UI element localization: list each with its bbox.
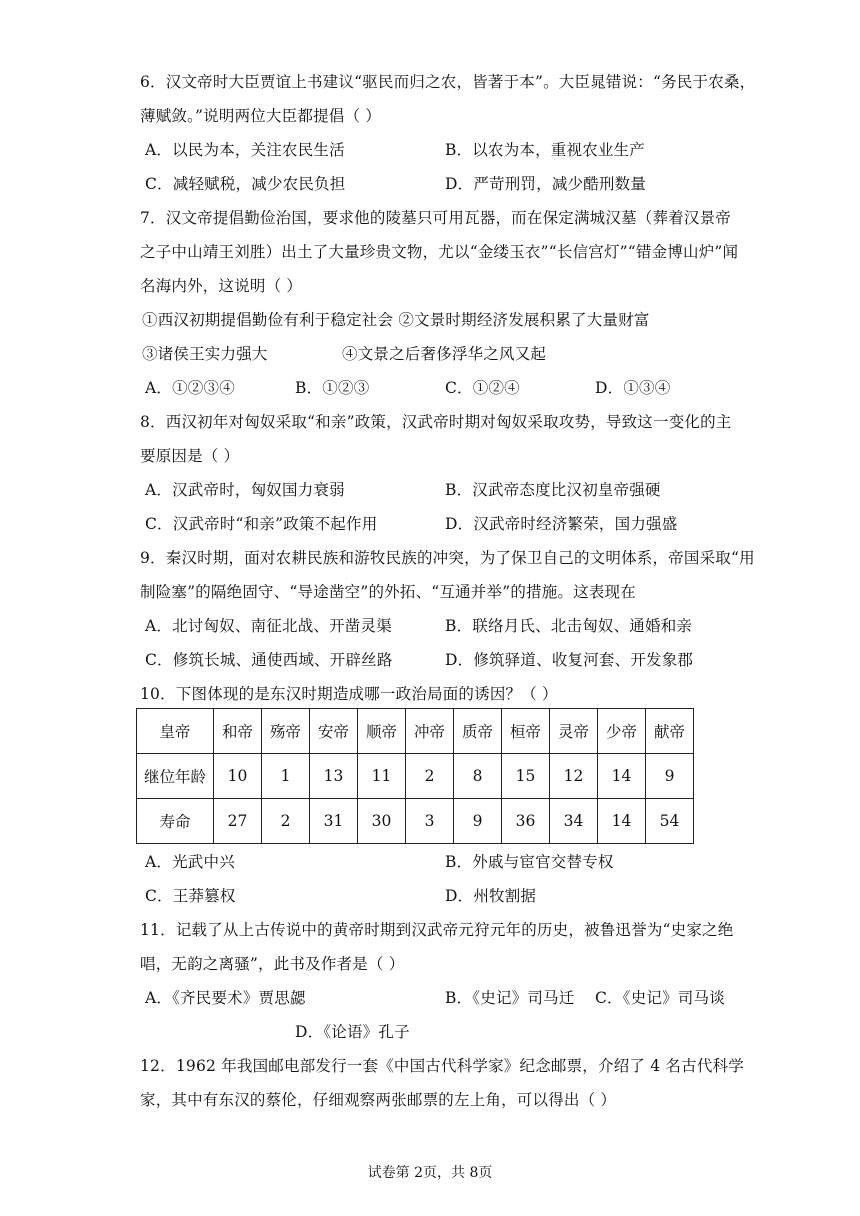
page-footer: 试卷第 2页，共 8页 bbox=[367, 1165, 493, 1181]
table-cell: 36 bbox=[502, 799, 550, 844]
table-cell: 15 bbox=[502, 754, 550, 799]
q9-stem-line-1: 9．秦汉时期，面对农耕民族和游牧民族的冲突，为了保卫自己的文明体系，帝国采取“用 bbox=[140, 549, 755, 567]
q11-option-d: D．《论语》孔子 bbox=[295, 1023, 410, 1041]
table-cell: 2 bbox=[406, 754, 454, 799]
q8-option-d: D．汉武帝时经济繁荣，国力强盛 bbox=[445, 515, 678, 533]
q9-option-c: C．修筑长城、通使西域、开辟丝路 bbox=[145, 651, 393, 669]
table-cell: 皇帝 bbox=[137, 709, 214, 754]
table-cell: 桓帝 bbox=[502, 709, 550, 754]
table-cell: 灵帝 bbox=[550, 709, 598, 754]
table-cell: 殇帝 bbox=[262, 709, 310, 754]
q10-option-d: D．州牧割据 bbox=[445, 887, 537, 905]
table-cell: 12 bbox=[550, 754, 598, 799]
table-cell: 14 bbox=[598, 754, 646, 799]
q6-option-a: A．以民为本，关注农民生活 bbox=[145, 141, 345, 159]
table-cell: 2 bbox=[262, 799, 310, 844]
q7-option-d: D．①③④ bbox=[595, 379, 671, 397]
table-cell: 10 bbox=[214, 754, 262, 799]
q6-option-c: C．减轻赋税，减少农民负担 bbox=[145, 175, 346, 193]
table-row bbox=[137, 799, 694, 844]
table-header-row bbox=[137, 709, 694, 754]
q11-stem-line-1: 11．记载了从上古传说中的黄帝时期到汉武帝元狩元年的历史，被鲁迅誉为“史家之绝 bbox=[140, 921, 734, 939]
table-cell: 54 bbox=[646, 799, 694, 844]
q7-item-4: ④文景之后奢侈浮华之风又起 bbox=[342, 345, 547, 363]
table-cell: 冲帝 bbox=[406, 709, 454, 754]
q7-stem-line-2: 之子中山靖王刘胜）出土了大量珍贵文物，尤以“金缕玉衣”“长信宫灯”“错金博山炉”闻 bbox=[140, 243, 739, 261]
table-cell: 少帝 bbox=[598, 709, 646, 754]
q7-stem-line-1: 7．汉文帝提倡勤俭治国，要求他的陵墓只可用瓦器，而在保定满城汉墓（葬着汉景帝 bbox=[140, 209, 731, 227]
table-row bbox=[137, 754, 694, 799]
table-cell: 3 bbox=[406, 799, 454, 844]
q6-stem-line-1: 6．汉文帝时大臣贾谊上书建议“驱民而归之农，皆著于本”。大臣晁错说：“务民于农桑， bbox=[140, 73, 756, 91]
q10-option-c: C．王莽篡权 bbox=[145, 887, 236, 905]
table-cell: 1 bbox=[262, 754, 310, 799]
table-cell: 30 bbox=[358, 799, 406, 844]
table-cell: 寿命 bbox=[137, 799, 214, 844]
q7-item-1-2: ①西汉初期提倡勤俭有利于稳定社会 ②文景时期经济发展积累了大量财富 bbox=[142, 311, 650, 329]
table-cell: 11 bbox=[358, 754, 406, 799]
q6-option-d: D．严苛刑罚，减少酷刑数量 bbox=[445, 175, 647, 193]
table-cell: 8 bbox=[454, 754, 502, 799]
q10-option-a: A．光武中兴 bbox=[145, 853, 235, 871]
q12-stem-line-2: 家，其中有东汉的蔡伦，仔细观察两张邮票的左上角，可以得出（ ） bbox=[140, 1091, 617, 1109]
table-cell: 13 bbox=[310, 754, 358, 799]
q11-option-c: C．《史记》司马谈 bbox=[595, 989, 725, 1007]
table-cell: 献帝 bbox=[646, 709, 694, 754]
q8-option-b: B．汉武帝态度比汉初皇帝强硬 bbox=[445, 481, 661, 499]
table-cell: 34 bbox=[550, 799, 598, 844]
q11-option-a: A．《齐民要术》贾思勰 bbox=[145, 989, 306, 1007]
emperor-table bbox=[136, 708, 694, 844]
table-cell: 质帝 bbox=[454, 709, 502, 754]
q7-option-c: C．①②④ bbox=[445, 379, 520, 397]
q6-stem-line-2: 薄赋敛。”说明两位大臣都提倡（ ） bbox=[140, 107, 382, 125]
q8-option-c: C．汉武帝时“和亲”政策不起作用 bbox=[145, 515, 378, 533]
q8-stem-line-2: 要原因是（ ） bbox=[140, 447, 240, 465]
table-cell: 9 bbox=[454, 799, 502, 844]
table-cell: 继位年龄 bbox=[137, 754, 214, 799]
table-cell: 9 bbox=[646, 754, 694, 799]
q7-option-a: A．①②③④ bbox=[145, 379, 235, 397]
q9-option-d: D．修筑驿道、收复河套、开发象郡 bbox=[445, 651, 694, 669]
table-cell: 31 bbox=[310, 799, 358, 844]
q9-stem-line-2: 制险塞”的隔绝固守、“导途凿空”的外拓、“互通并举”的措施。这表现在 bbox=[140, 583, 636, 601]
q7-stem-line-3: 名海内外，这说明（ ） bbox=[140, 277, 303, 295]
q9-option-b: B．联络月氏、北击匈奴、通婚和亲 bbox=[445, 617, 693, 635]
q8-option-a: A．汉武帝时，匈奴国力衰弱 bbox=[145, 481, 345, 499]
q12-stem-line-1: 12．1962 年我国邮电部发行一套《中国古代科学家》纪念邮票，介绍了 4 名古代科学 bbox=[140, 1057, 744, 1075]
table-cell: 和帝 bbox=[214, 709, 262, 754]
q11-option-b: B．《史记》司马迁 bbox=[445, 989, 575, 1007]
q7-item-3: ③诸侯王实力强大 bbox=[142, 345, 268, 363]
q7-option-b: B．①②③ bbox=[295, 379, 370, 397]
table-cell: 顺帝 bbox=[358, 709, 406, 754]
q10-option-b: B．外戚与宦官交替专权 bbox=[445, 853, 614, 871]
q11-stem-line-2: 唱，无韵之离骚”，此书及作者是（ ） bbox=[140, 955, 405, 973]
q10-stem: 10．下图体现的是东汉时期造成哪一政治局面的诱因？（ ） bbox=[140, 685, 558, 703]
q6-option-b: B．以农为本，重视农业生产 bbox=[445, 141, 645, 159]
table-cell: 安帝 bbox=[310, 709, 358, 754]
q8-stem-line-1: 8．西汉初年对匈奴采取“和亲”政策，汉武帝时期对匈奴采取攻势，导致这一变化的主 bbox=[140, 413, 732, 431]
q9-option-a: A．北讨匈奴、南征北战、开凿灵渠 bbox=[145, 617, 392, 635]
table-cell: 27 bbox=[214, 799, 262, 844]
table-cell: 14 bbox=[598, 799, 646, 844]
